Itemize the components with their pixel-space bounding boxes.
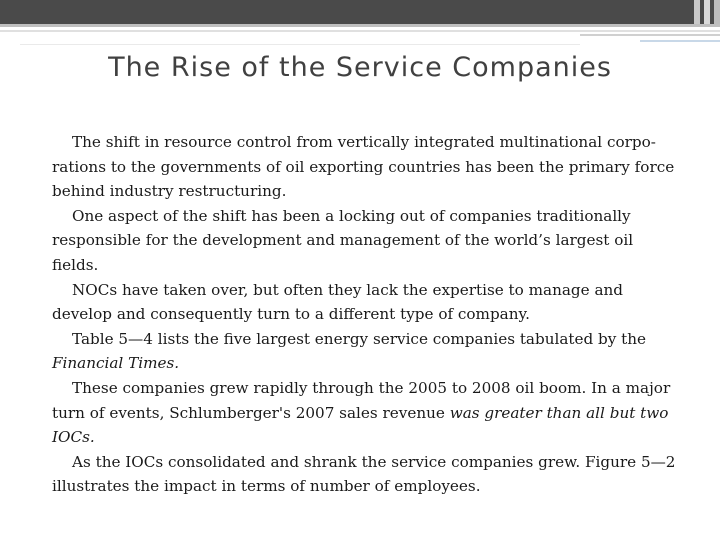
paragraph-text: NOCs have taken over, but often they lack the expertise to manage and develop and consequently turn to a different type of company. (52, 280, 624, 324)
paragraph (52, 130, 682, 204)
decorative-line (640, 40, 720, 42)
paragraph (52, 204, 682, 278)
paragraph-italic-text: Financial Times. (52, 354, 180, 373)
header-decoration-bar (704, 0, 710, 24)
slide-title: The Rise of the Service Companies (108, 52, 612, 83)
header-decoration-bar (694, 0, 700, 24)
paragraph (52, 327, 682, 376)
paragraph-text: The shift in resource control from vertically integrated multinational corpo-rations to the governments of oil exporting countries has been the primary force behind industry restructuring. (52, 133, 675, 201)
decorative-line (580, 34, 720, 36)
paragraph (52, 450, 682, 499)
paragraph-text: One aspect of the shift has been a locking out of companies traditionally responsible for the development and management of the world’s largest oil fields. (52, 206, 634, 274)
header-decoration-bar (714, 0, 720, 24)
paragraph-text: These companies grew rapidly through the 2005 to 2008 oil boom. In a major turn of events, Schlumberger's 2007 sales revenue (52, 378, 671, 422)
paragraph-text: Table 5—4 lists the five largest energy service companies tabulated by the (72, 329, 647, 348)
paragraph-text: As the IOCs consolidated and shrank the service companies grew. Figure 5—2 illustrates the impact in terms of number of employees. (52, 452, 676, 496)
paragraph-italic-text: was greater than all but two IOCs. (52, 403, 669, 447)
paragraph (52, 376, 682, 450)
decorative-line (0, 30, 720, 32)
header-divider (0, 24, 720, 27)
paragraph (52, 278, 682, 327)
decorative-line (20, 44, 580, 45)
header-bar (0, 0, 720, 24)
slide-body (52, 130, 682, 499)
